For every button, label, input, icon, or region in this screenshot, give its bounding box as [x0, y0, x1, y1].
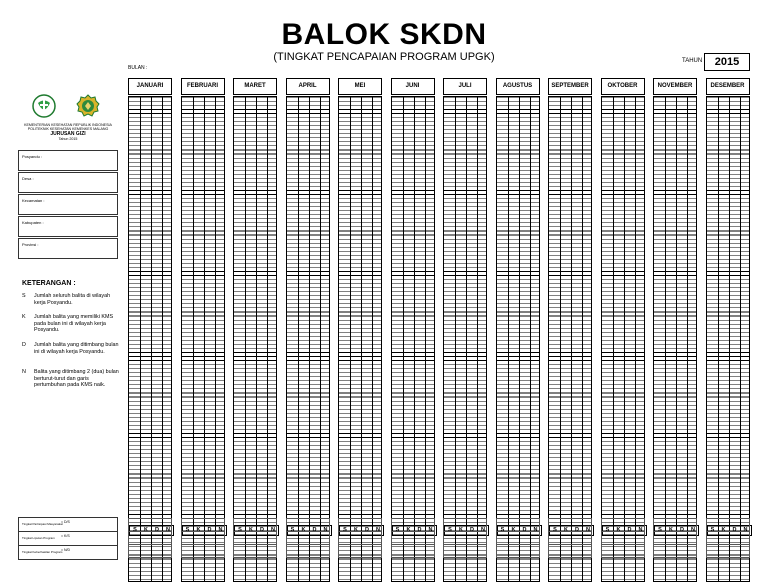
result-box[interactable] — [338, 531, 382, 545]
institution-block — [18, 123, 118, 142]
result-box[interactable] — [286, 518, 330, 532]
grid-divider — [613, 97, 614, 581]
grid-divider — [665, 97, 666, 581]
skdn-letter: K — [298, 525, 310, 536]
grid-divider — [582, 97, 583, 581]
institution-line3: Tahun 2015 — [58, 137, 78, 142]
grid-divider — [530, 97, 531, 581]
legend-row[interactable] — [18, 545, 118, 560]
skdn-letter: S — [287, 525, 299, 536]
result-box[interactable] — [496, 544, 540, 558]
grid-divider — [309, 97, 310, 581]
grid-divider — [477, 97, 478, 581]
result-box[interactable] — [548, 531, 592, 545]
grid-divider — [151, 97, 152, 581]
skdn-letter: S — [707, 525, 719, 536]
skdn-letter: N — [215, 525, 227, 536]
grid-divider — [162, 97, 163, 581]
skdn-letter: K — [455, 525, 467, 536]
result-box[interactable] — [548, 518, 592, 532]
result-box[interactable] — [601, 518, 645, 532]
result-box[interactable] — [706, 518, 750, 532]
month-header: MARET — [233, 78, 277, 95]
result-box[interactable] — [128, 518, 172, 532]
kabupaten-field[interactable] — [18, 216, 118, 237]
skdn-letter: K — [140, 525, 152, 536]
grid-divider — [425, 97, 426, 581]
result-box[interactable] — [233, 544, 277, 558]
month-header: JANUARI — [128, 78, 172, 95]
skdn-letter: N — [477, 525, 489, 536]
page-title: BALOK SKDN — [281, 18, 487, 51]
grid-divider — [256, 97, 257, 581]
skdn-letter: S — [444, 525, 456, 536]
skdn-letter: D — [571, 525, 583, 536]
result-box[interactable] — [338, 544, 382, 558]
keterangan-text: Balita yang ditimbang 2 (dua) bulan berturut-turut dan garis pertumbuhan pada KMS naik. — [34, 369, 119, 388]
grid-divider — [571, 97, 572, 581]
month-header: MEI — [338, 78, 382, 95]
grid-divider — [676, 97, 677, 581]
posyandu-field[interactable] — [18, 150, 118, 171]
skdn-letter: K — [245, 525, 257, 536]
skdn-letter: S — [129, 525, 141, 536]
grid-divider — [624, 97, 625, 581]
month-header: JUNI — [391, 78, 435, 95]
bulan-label: BULAN : — [128, 65, 148, 71]
month-header: DESEMBER — [706, 78, 750, 95]
legend-label: Tingkat Liputan Program — [22, 536, 55, 540]
result-box[interactable] — [233, 531, 277, 545]
poltekkes-logo-icon — [76, 94, 100, 118]
department-name: JURUSAN GIZI — [50, 131, 86, 138]
month-header: SEPTEMBER — [548, 78, 592, 95]
keterangan-key: K — [22, 314, 26, 320]
skdn-letter: K — [613, 525, 625, 536]
month-grid[interactable] — [601, 96, 645, 582]
logos — [32, 94, 104, 120]
result-box[interactable] — [653, 518, 697, 532]
legend-row[interactable] — [18, 517, 118, 532]
grid-divider — [140, 97, 141, 581]
month-grid[interactable] — [233, 96, 277, 582]
result-box[interactable] — [443, 518, 487, 532]
keterangan-key: D — [22, 342, 26, 348]
month-grid[interactable] — [496, 96, 540, 582]
provinsi-field[interactable] — [18, 238, 118, 259]
skdn-letter: S — [234, 525, 246, 536]
skdn-letter: D — [676, 525, 688, 536]
result-box[interactable] — [443, 531, 487, 545]
skdn-letter: D — [466, 525, 478, 536]
month-grid[interactable] — [548, 96, 592, 582]
skdn-letter: N — [425, 525, 437, 536]
kecamatan-field[interactable] — [18, 194, 118, 215]
keterangan-title: KETERANGAN : — [22, 280, 76, 287]
skdn-letter: S — [497, 525, 509, 536]
skdn-letter: K — [193, 525, 205, 536]
keterangan-text: Jumlah balita yang ditimbang bulan ini di wilayah kerja Posyandu. — [34, 342, 119, 355]
grid-divider — [215, 97, 216, 581]
tahun-label: TAHUN : — [682, 58, 706, 64]
grid-divider — [740, 97, 741, 581]
legend-unit: = N/D — [61, 548, 71, 552]
result-box[interactable] — [128, 531, 172, 545]
legend-row[interactable] — [18, 531, 118, 546]
result-box[interactable] — [286, 531, 330, 545]
skdn-letter: S — [549, 525, 561, 536]
skdn-letter: K — [718, 525, 730, 536]
result-box[interactable] — [391, 518, 435, 532]
grid-divider — [687, 97, 688, 581]
month-grid[interactable] — [706, 96, 750, 582]
result-box[interactable] — [653, 544, 697, 558]
result-box[interactable] — [653, 531, 697, 545]
skdn-letter: N — [687, 525, 699, 536]
field-label: Provinsi : — [22, 242, 39, 247]
keterangan-key: S — [22, 293, 26, 299]
legend-unit: = K/S — [61, 534, 70, 538]
month-grid[interactable] — [338, 96, 382, 582]
month-grid[interactable] — [128, 96, 172, 582]
result-box[interactable] — [391, 531, 435, 545]
result-box[interactable] — [286, 544, 330, 558]
result-box[interactable] — [338, 518, 382, 532]
result-box[interactable] — [496, 531, 540, 545]
grid-divider — [372, 97, 373, 581]
grid-divider — [466, 97, 467, 581]
skdn-letter: N — [530, 525, 542, 536]
result-box[interactable] — [181, 531, 225, 545]
desa-field[interactable] — [18, 172, 118, 193]
month-header: FEBRUARI — [181, 78, 225, 95]
month-header: JULI — [443, 78, 487, 95]
skdn-letter: S — [182, 525, 194, 536]
result-box[interactable] — [548, 544, 592, 558]
grid-divider — [560, 97, 561, 581]
skdn-letter: D — [414, 525, 426, 536]
result-box[interactable] — [233, 518, 277, 532]
field-label: Kabupaten : — [22, 220, 44, 225]
result-box[interactable] — [181, 518, 225, 532]
grid-divider — [455, 97, 456, 581]
institution-line1: KEMENTERIAN KESEHATAN REPUBLIK INDONESIA — [24, 123, 112, 127]
grid-divider — [204, 97, 205, 581]
result-box[interactable] — [181, 544, 225, 558]
grid-divider — [729, 97, 730, 581]
skdn-letter: K — [560, 525, 572, 536]
tahun-field[interactable]: 2015 — [704, 53, 750, 71]
result-box[interactable] — [443, 544, 487, 558]
skdn-letter: D — [256, 525, 268, 536]
skdn-letter: K — [403, 525, 415, 536]
month-grid[interactable] — [286, 96, 330, 582]
field-label: Desa : — [22, 176, 34, 181]
grid-divider — [320, 97, 321, 581]
skdn-letter: K — [350, 525, 362, 536]
skdn-letter: N — [582, 525, 594, 536]
month-header: OKTOBER — [601, 78, 645, 95]
result-box[interactable] — [706, 531, 750, 545]
month-grid[interactable] — [391, 96, 435, 582]
skdn-letter: D — [151, 525, 163, 536]
grid-divider — [718, 97, 719, 581]
legend-label: Tingkat Partisipasi Masyarakat — [22, 522, 63, 526]
grid-divider — [519, 97, 520, 581]
skdn-letter: K — [508, 525, 520, 536]
skdn-letter: D — [309, 525, 321, 536]
skdn-letter: S — [654, 525, 666, 536]
result-box[interactable] — [391, 544, 435, 558]
month-header: NOVEMBER — [653, 78, 697, 95]
skdn-letter: D — [624, 525, 636, 536]
skdn-letter: N — [635, 525, 647, 536]
skdn-letter: D — [729, 525, 741, 536]
result-box[interactable] — [496, 518, 540, 532]
keterangan-text: Jumlah balita yang memiliki KMS pada bulan ini di wilayah kerja Posyandu. — [34, 314, 114, 333]
keterangan-text: Jumlah seluruh balita di wilayah kerja Posyandu. — [34, 293, 111, 306]
field-label: Posyandu : — [22, 154, 43, 159]
result-box[interactable] — [706, 544, 750, 558]
field-label: Kecamatan : — [22, 198, 45, 203]
result-box[interactable] — [601, 531, 645, 545]
grid-divider — [414, 97, 415, 581]
skdn-letter: D — [361, 525, 373, 536]
grid-divider — [245, 97, 246, 581]
grid-divider — [350, 97, 351, 581]
month-grid[interactable] — [181, 96, 225, 582]
skdn-letter: N — [320, 525, 332, 536]
grid-divider — [508, 97, 509, 581]
grid-divider — [361, 97, 362, 581]
legend-unit: = D/S — [61, 520, 70, 524]
month-header: APRIL — [286, 78, 330, 95]
legend-label: Tingkat Keberhasilan Program — [22, 550, 63, 554]
keterangan-key: N — [22, 369, 26, 375]
skdn-letter: S — [602, 525, 614, 536]
month-grid[interactable] — [653, 96, 697, 582]
institution-line2: POLITEKNIK KESEHATAN KEMENKES MALANG — [27, 127, 109, 132]
skdn-letter: N — [372, 525, 384, 536]
grid-divider — [267, 97, 268, 581]
kemenkes-logo-icon — [32, 94, 56, 118]
month-grid[interactable] — [443, 96, 487, 582]
result-box[interactable] — [128, 544, 172, 558]
skdn-letter: N — [740, 525, 752, 536]
page-subtitle: (TINGKAT PENCAPAIAN PROGRAM UPGK) — [273, 51, 495, 63]
grid-divider — [193, 97, 194, 581]
grid-divider — [403, 97, 404, 581]
skdn-letter: K — [665, 525, 677, 536]
skdn-letter: N — [267, 525, 279, 536]
grid-divider — [635, 97, 636, 581]
result-box[interactable] — [601, 544, 645, 558]
skdn-letter: N — [162, 525, 174, 536]
skdn-letter: S — [339, 525, 351, 536]
month-header: AGUSTUS — [496, 78, 540, 95]
grid-divider — [298, 97, 299, 581]
skdn-letter: D — [519, 525, 531, 536]
skdn-letter: D — [204, 525, 216, 536]
skdn-letter: S — [392, 525, 404, 536]
